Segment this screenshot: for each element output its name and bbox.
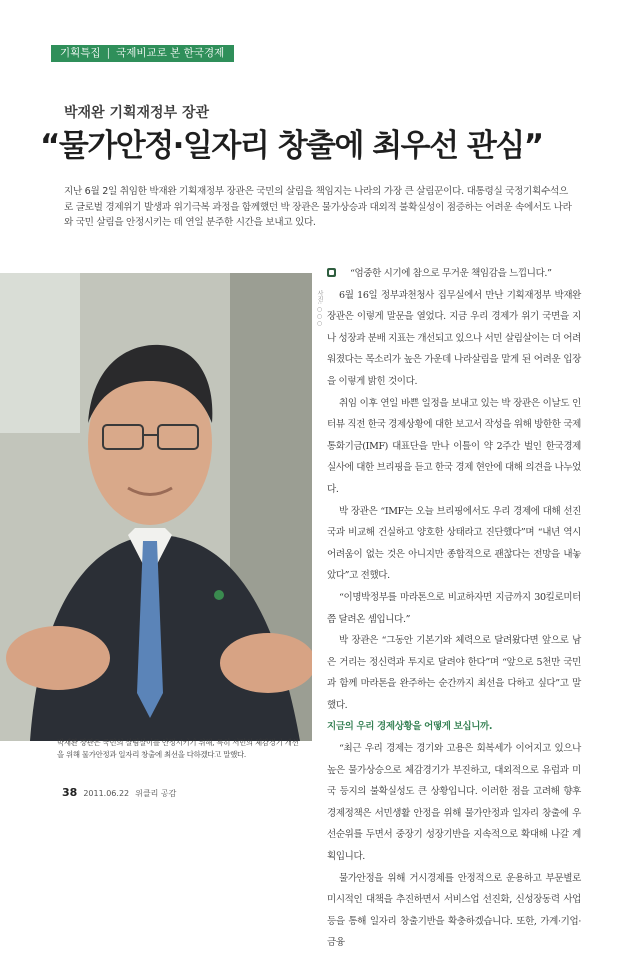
portrait-illustration: [0, 273, 312, 741]
issue-date: 2011.06.22: [83, 789, 130, 798]
section-tag-bar: [51, 45, 234, 62]
magazine-name: 위클리 공감: [135, 789, 177, 798]
paragraph: 6월 16일 정부과천청사 집무실에서 만난 기획재정부 박재완 장관은 이렇게 말문을 열었다. 지금 우리 경제가 위기 국면을 지나 성장과 분배 지표는 개선되고 있으나 서민 살림살이는 더 어려워졌다는 목소리가 높은 가운데 나라살림을 맡게 된 어려운 입장을 이렇게 밝힌 것이다.: [327, 289, 581, 387]
paragraph: “이명박정부를 마라톤으로 비교하자면 지금까지 30킬로미터쯤 달려온 셈입니다.”: [327, 591, 581, 625]
photo-credit: 사진: ○○○: [316, 290, 323, 327]
square-bullet-icon: [327, 268, 336, 277]
separator: |: [106, 47, 111, 59]
portrait-photo: [0, 273, 312, 741]
page-footer: [62, 786, 176, 799]
paragraph: 박 장관은 “IMF는 오늘 브리핑에서도 우리 경제에 대해 선진국과 비교해 건실하고 양호한 상태라고 진단했다”며 “내년 역시 어려움이 없는 것은 아니지만 종합적으로 괜찮다는 전망을 내놓았다”고 전했다.: [327, 505, 581, 582]
article-body: [327, 263, 581, 954]
article-headline: “물가안정·일자리 창출에 최우선 관심”: [40, 128, 543, 164]
topic-label: 국제비교로 본 한국경제: [116, 47, 225, 59]
page-number: 38: [62, 786, 78, 799]
paragraph-quote: “엄중한 시기에 참으로 무거운 책임감을 느낍니다.”: [327, 263, 581, 285]
article-lead: 지난 6월 2일 취임한 박재완 기획재정부 장관은 국민의 살림을 책임지는 나라의 가장 큰 살림꾼이다. 대통령실 국정기획수석으로 글로벌 경제위기 발생과 위기극복 과정을 함께했던 박 장관은 물가상승과 대외적 불확실성이 점증하는 어려운 속에서도 나라와 국민 살림을 안정시키는 데 연일 분주한 시간을 보내고 있다.: [64, 186, 572, 228]
paragraph: 물가안정을 위해 거시경제를 안정적으로 운용하고 부문별로 미시적인 대책을 추진하면서 서비스업 선진화, 신성장동력 사업 등을 통해 일자리 창출기반을 확충하겠습니다. 또한, 가계·기업·금융: [327, 872, 581, 949]
question-subhead: 지금의 우리 경제상황을 어떻게 보십니까.: [327, 721, 493, 733]
section-label: 기획특집: [60, 47, 101, 59]
paragraph: 박 장관은 “그동안 기본기와 체력으로 달려왔다면 앞으로 남은 거리는 정신력과 투지로 달려야 한다”며 “앞으로 5천만 국민과 함께 마라톤을 완주하는 순간까지 최선을 다하고 싶다”고 말했다.: [327, 635, 581, 711]
photo-caption: 박재완 장관은 국민의 살림살이를 안정시키기 위해, 특히 서민의 체감경기 개선을 위해 물가안정과 일자리 창출에 최선을 다하겠다고 말했다.: [57, 738, 299, 759]
paragraph: “최근 우리 경제는 경기와 고용은 회복세가 이어지고 있으나 높은 물가상승으로 체감경기가 부진하고, 대외적으로 유럽과 미국 등지의 불확실성도 큰 상황입니다. 이러한 점을 고려해 향후 경제정책은 서민생활 안정을 위해 물가안정과 일자리 창출에 우선순위를 두면서 중장기 성장기반을 지속적으로 확대해 나갈 계획입니다.: [327, 743, 581, 863]
article-kicker: 박재완 기획재정부 장관: [64, 105, 209, 121]
paragraph: 취임 이후 연일 바쁜 일정을 보내고 있는 박 장관은 이날도 인터뷰 직전 한국 경제상황에 대한 보고서 작성을 위해 방한한 국제통화기금(IMF) 대표단을 만나 이틀이 약 2주간 벌인 한국경제 실사에 대한 브리핑을 듣고 한국 경제 현안에 대해 의견을 나누었다.: [327, 397, 581, 495]
